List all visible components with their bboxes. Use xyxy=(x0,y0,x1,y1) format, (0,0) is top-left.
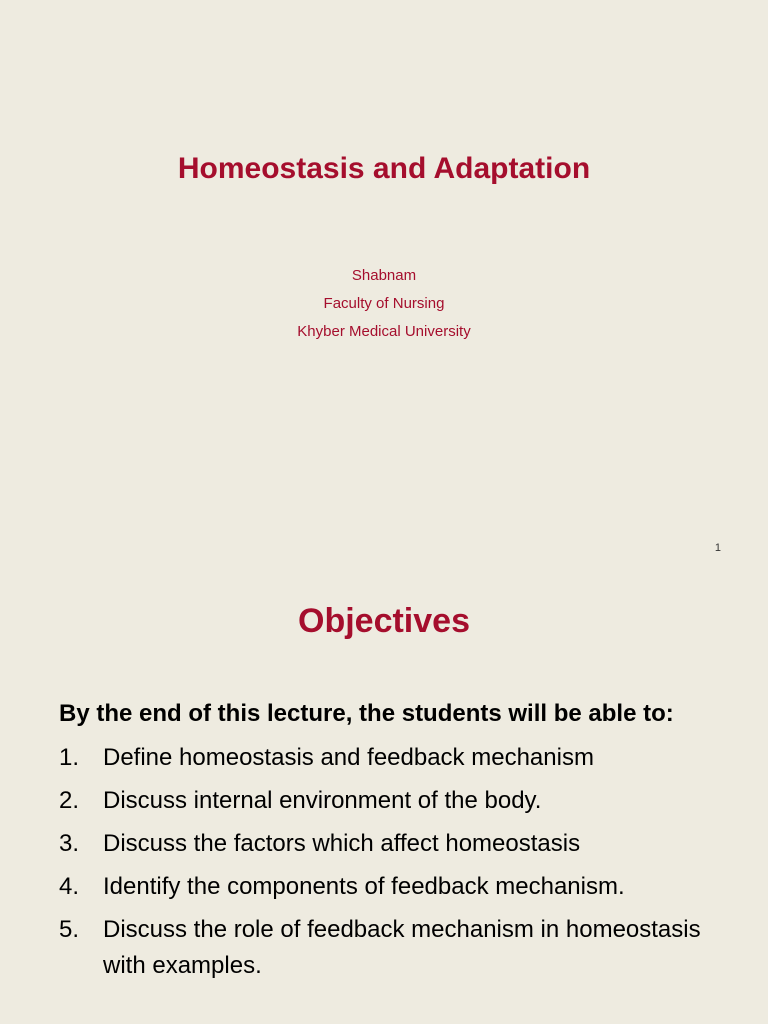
list-item-number: 5. xyxy=(59,916,80,943)
list-item xyxy=(59,783,749,819)
list-item-text: Define homeostasis and feedback mechanism xyxy=(103,744,594,771)
faculty-name: Faculty of Nursing xyxy=(323,295,445,312)
author-info xyxy=(0,262,768,346)
list-item xyxy=(59,912,749,984)
slide-title: Homeostasis and Adaptation xyxy=(177,152,591,185)
list-item-number: 1. xyxy=(59,744,80,771)
list-item xyxy=(59,740,749,776)
objectives-slide xyxy=(0,576,768,1024)
list-item-number: 2. xyxy=(59,787,80,814)
list-item xyxy=(59,869,749,905)
list-item-text: Discuss the role of feedback mechanism in homeostasis with examples. xyxy=(103,916,701,979)
objectives-intro: By the end of this lecture, the students will be able to: xyxy=(59,700,674,727)
list-item-text: Identify the components of feedback mechanism. xyxy=(103,873,625,900)
university-name: Khyber Medical University xyxy=(297,323,471,340)
list-item-number: 4. xyxy=(59,873,80,900)
list-item-number: 3. xyxy=(59,830,80,857)
list-item-text: Discuss internal environment of the body. xyxy=(103,787,542,814)
objectives-title: Objectives xyxy=(298,602,470,640)
list-item xyxy=(59,826,749,862)
objectives-list xyxy=(59,740,749,991)
list-item-text: Discuss the factors which affect homeostasis xyxy=(103,830,581,857)
page-number: 1 xyxy=(714,542,721,554)
author-name: Shabnam xyxy=(351,267,417,284)
